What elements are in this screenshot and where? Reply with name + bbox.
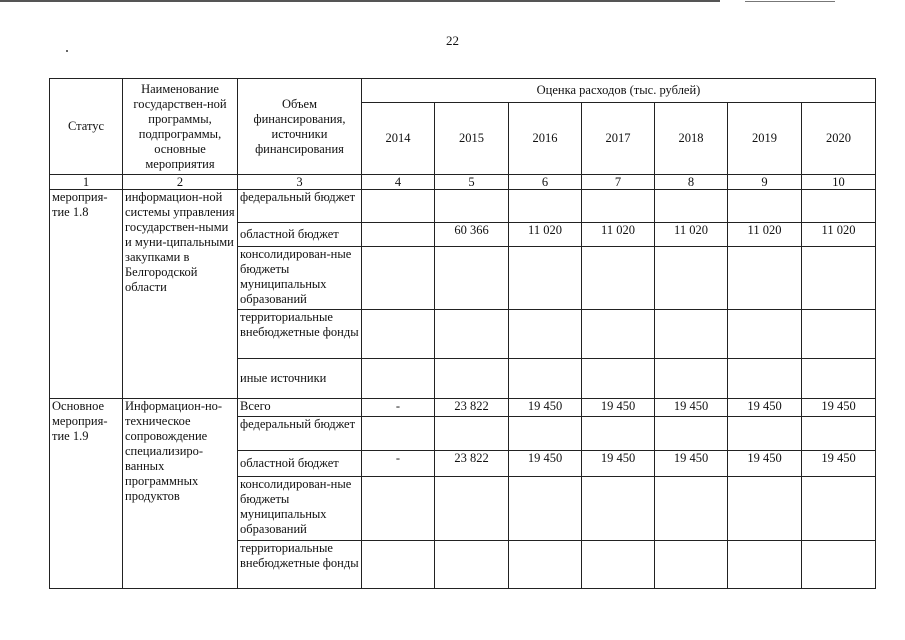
row-source: областной бюджет [238, 223, 362, 247]
row-source: территориальные внебюджетные фонды [238, 541, 362, 589]
cell-value: 11 020 [509, 223, 582, 247]
cell-value: 11 020 [728, 223, 802, 247]
table-row [50, 399, 876, 417]
cell-value [435, 359, 509, 399]
cell-value: 19 450 [802, 451, 876, 477]
cell-value [582, 417, 655, 451]
row-source: консолидирован-ные бюджеты муниципальных образований [238, 247, 362, 310]
column-number: 9 [728, 175, 802, 190]
column-number: 7 [582, 175, 655, 190]
cell-value [802, 541, 876, 589]
column-number: 3 [238, 175, 362, 190]
row-source: территориальные внебюджетные фонды [238, 310, 362, 359]
column-number: 10 [802, 175, 876, 190]
cell-value [802, 247, 876, 310]
cell-value [655, 477, 728, 541]
cell-value [362, 541, 435, 589]
cell-value: 19 450 [509, 451, 582, 477]
cell-value [728, 190, 802, 223]
header-status: Статус [50, 79, 123, 175]
cell-value [509, 310, 582, 359]
cell-value [435, 417, 509, 451]
header-volume: Объем финансирования, источники финансирования [238, 79, 362, 175]
column-number: 4 [362, 175, 435, 190]
cell-value [509, 417, 582, 451]
cell-value [362, 359, 435, 399]
cell-value: 19 450 [655, 451, 728, 477]
cell-value: 19 450 [728, 399, 802, 417]
cell-value [435, 541, 509, 589]
row-source: иные источники [238, 359, 362, 399]
cell-value: 11 020 [582, 223, 655, 247]
row-source: Всего [238, 399, 362, 417]
budget-table [49, 78, 876, 589]
cell-value: - [362, 399, 435, 417]
cell-value: - [362, 451, 435, 477]
row-source: областной бюджет [238, 451, 362, 477]
cell-value: 60 366 [435, 223, 509, 247]
cell-value: 19 450 [728, 451, 802, 477]
cell-value [509, 247, 582, 310]
cell-value [435, 190, 509, 223]
cell-value: 19 450 [582, 451, 655, 477]
cell-value [509, 541, 582, 589]
header-estimate: Оценка расходов (тыс. рублей) [362, 79, 876, 103]
table-row [50, 190, 876, 223]
row-source: консолидирован-ные бюджеты муниципальных образований [238, 477, 362, 541]
cell-value [728, 417, 802, 451]
cell-value [582, 247, 655, 310]
cell-value [509, 190, 582, 223]
cell-value [582, 359, 655, 399]
cell-value [802, 190, 876, 223]
cell-value [728, 541, 802, 589]
header-year: 2019 [728, 103, 802, 175]
cell-value [655, 417, 728, 451]
cell-value [728, 247, 802, 310]
cell-value [582, 310, 655, 359]
cell-value [362, 477, 435, 541]
header-year: 2017 [582, 103, 655, 175]
cell-value [802, 477, 876, 541]
cell-value [582, 190, 655, 223]
row-activity-name: информацион-ной системы управления государствен-ными и муни-ципальными закупками в Белгородской области [123, 190, 238, 399]
row-source: федеральный бюджет [238, 190, 362, 223]
page-number: 22 [446, 33, 459, 48]
cell-value: 19 450 [509, 399, 582, 417]
cell-value [802, 417, 876, 451]
column-number: 2 [123, 175, 238, 190]
cell-value [362, 310, 435, 359]
scan-border-top [0, 0, 720, 2]
cell-value: 11 020 [655, 223, 728, 247]
cell-value [582, 541, 655, 589]
cell-value [509, 477, 582, 541]
row-status: Основное мероприя-тие 1.9 [50, 399, 123, 589]
header-year: 2015 [435, 103, 509, 175]
header-year: 2016 [509, 103, 582, 175]
cell-value [509, 359, 582, 399]
cell-value: 11 020 [802, 223, 876, 247]
cell-value: 19 450 [655, 399, 728, 417]
cell-value [362, 417, 435, 451]
cell-value [802, 359, 876, 399]
header-year: 2020 [802, 103, 876, 175]
cell-value [655, 359, 728, 399]
cell-value [728, 310, 802, 359]
cell-value [655, 310, 728, 359]
cell-value [655, 190, 728, 223]
column-number: 5 [435, 175, 509, 190]
column-number: 1 [50, 175, 123, 190]
cell-value [582, 477, 655, 541]
row-source: федеральный бюджет [238, 417, 362, 451]
scan-speck [66, 50, 68, 52]
header-year: 2018 [655, 103, 728, 175]
row-activity-name: Информацион-но-техническое сопровождение специализиро-ванных программных продуктов [123, 399, 238, 589]
cell-value [728, 359, 802, 399]
header-name: Наименование государствен-ной программы, подпрограммы, основные мероприятия [123, 79, 238, 175]
cell-value [435, 477, 509, 541]
cell-value [655, 541, 728, 589]
cell-value [435, 247, 509, 310]
cell-value: 23 822 [435, 399, 509, 417]
cell-value [362, 223, 435, 247]
scan-border-top-right [745, 1, 835, 2]
cell-value [435, 310, 509, 359]
header-year: 2014 [362, 103, 435, 175]
row-status: мероприя-тие 1.8 [50, 190, 123, 399]
cell-value: 23 822 [435, 451, 509, 477]
cell-value [655, 247, 728, 310]
cell-value: 19 450 [582, 399, 655, 417]
cell-value [802, 310, 876, 359]
column-number: 6 [509, 175, 582, 190]
column-number: 8 [655, 175, 728, 190]
cell-value: 19 450 [802, 399, 876, 417]
cell-value [362, 247, 435, 310]
cell-value [728, 477, 802, 541]
cell-value [362, 190, 435, 223]
